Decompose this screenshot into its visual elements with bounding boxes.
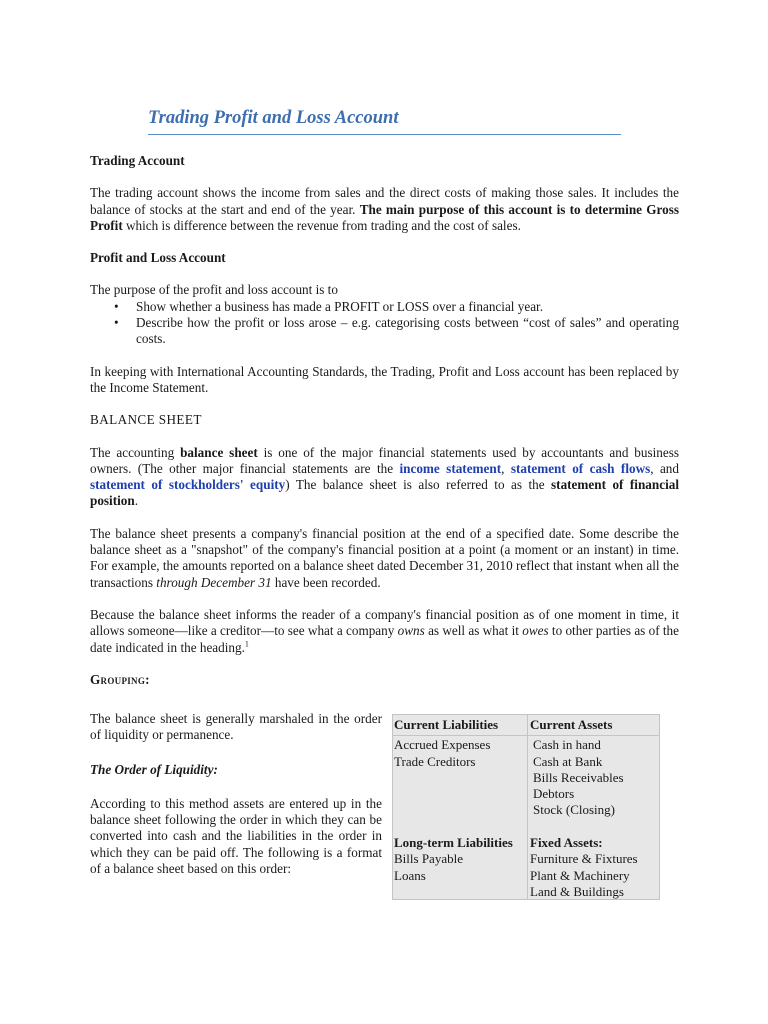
bs-text: to other parties as of the date indicated in the heading. xyxy=(90,623,680,655)
bs-italic: through December 31 xyxy=(156,574,272,590)
table-item: Trade Creditors xyxy=(394,753,476,769)
balance-sheet-paragraph-1 xyxy=(90,445,679,510)
bs-text: The accounting xyxy=(90,444,181,460)
column-divider xyxy=(527,715,528,899)
profit-loss-bullet-list xyxy=(90,299,679,348)
table-item: Cash in hand xyxy=(533,737,601,753)
fixed-assets-cell xyxy=(530,835,638,900)
current-liabilities-header: Current Liabilities xyxy=(394,717,499,732)
cash-flows-link[interactable]: statement of cash flows xyxy=(510,460,651,476)
table-item: Accrued Expenses xyxy=(394,737,491,753)
long-term-liabilities-cell xyxy=(394,835,513,884)
main-content xyxy=(90,153,679,688)
bs-bold: balance sheet xyxy=(180,444,258,460)
balance-sheet-paragraph-2 xyxy=(90,526,679,591)
bs-text: . xyxy=(134,493,139,509)
ias-paragraph: In keeping with International Accounting Standards, the Trading, Profit and Loss account has been replaced by the Income Statement. xyxy=(90,363,679,395)
table-item: Stock (Closing) xyxy=(533,802,615,818)
profit-loss-heading: Profit and Loss Account xyxy=(90,250,226,266)
bullet-icon: • xyxy=(114,298,119,314)
trading-text-1: The trading account shows the income from sales and the direct costs of making those sales. It includes the balance of stocks at the start and end of the year. xyxy=(90,185,679,217)
bs-text: ) The balance sheet is also referred to as the xyxy=(285,477,552,493)
bs-text: The balance sheet presents a company's financial position at the end of a specified date. Some describe the balance sheet as a "snapshot" of the company's financial position at a point (a moment or an instant) in time. For example, the amounts reported on a balance sheet dated December 31, 2010 reflect that instant when all the transactions xyxy=(90,525,679,590)
bs-text: , xyxy=(501,460,511,476)
bs-italic: owes xyxy=(522,623,549,639)
list-item xyxy=(90,299,679,315)
grouping-heading: Grouping: xyxy=(90,671,150,687)
bs-text: as well as what it xyxy=(424,623,523,639)
balance-sheet-paragraph-3 xyxy=(90,607,679,656)
bs-text: Because the balance sheet informs the reader of a company's financial position as of one moment in time, it allows someone—like a creditor—to see what a company xyxy=(90,606,679,639)
trading-account-paragraph xyxy=(90,185,679,234)
balance-sheet-table xyxy=(392,714,660,900)
page-title: Trading Profit and Loss Account xyxy=(148,108,399,128)
current-assets-cell xyxy=(530,717,624,819)
table-item: Bills Receivables xyxy=(533,769,624,785)
table-item: Loans xyxy=(394,867,426,883)
current-assets-header: Current Assets xyxy=(530,717,613,732)
bs-text: is one of the major financial statements used by accountants and business owners. (The other major financial statements are the xyxy=(90,444,679,476)
bullet-text: Describe how the profit or loss arose – e.g. categorising costs between “cost of sales” and operating costs. xyxy=(136,315,679,347)
table-item: Furniture & Fixtures xyxy=(530,851,638,867)
trading-account-heading: Trading Account xyxy=(90,153,185,168)
grouping-paragraph: The balance sheet is generally marshaled in the order of liquidity or permanence. xyxy=(90,711,382,743)
table-item: Debtors xyxy=(533,786,575,802)
bullet-text: Show whether a business has made a PROFIT or LOSS over a financial year. xyxy=(136,298,544,314)
table-item: Plant & Machinery xyxy=(530,867,630,883)
footnote-marker[interactable]: 1 xyxy=(244,639,249,649)
title-underline xyxy=(148,134,621,135)
long-term-liabilities-header: Long-term Liabilities xyxy=(394,835,513,850)
bs-bold: statement of financial position xyxy=(90,477,679,509)
table-item: Cash at Bank xyxy=(533,753,603,769)
order-of-liquidity-paragraph: According to this method assets are entered up in the balance sheet following the order in which they can be converted into cash and the liabilities in the order in which they can be paid off. The following is a format of a balance sheet based on this order: xyxy=(90,795,382,877)
fixed-assets-header: Fixed Assets: xyxy=(530,835,603,850)
trading-text-2: which is difference between the revenue from trading and the cost of sales. xyxy=(122,217,521,233)
trading-text-bold: The main purpose of this account is to determine Gross Profit xyxy=(90,201,679,233)
balance-sheet-heading: BALANCE SHEET xyxy=(90,412,202,428)
bs-italic: owns xyxy=(397,623,425,639)
list-item xyxy=(90,315,679,348)
table-item: Bills Payable xyxy=(394,851,463,867)
order-of-liquidity-heading: The Order of Liquidity: xyxy=(90,761,218,777)
bs-text: , and xyxy=(650,460,679,476)
title-block xyxy=(148,106,621,135)
income-statement-link[interactable]: income statement xyxy=(399,460,502,476)
current-liabilities-cell xyxy=(394,717,498,770)
stockholders-equity-link[interactable]: statement of stockholders' equity xyxy=(90,477,286,493)
table-item: Land & Buildings xyxy=(530,883,624,899)
bullet-icon: • xyxy=(114,315,119,331)
bs-text: have been recorded. xyxy=(271,574,381,590)
profit-loss-intro: The purpose of the profit and loss account is to xyxy=(90,282,338,298)
grouping-text-column xyxy=(90,711,382,877)
